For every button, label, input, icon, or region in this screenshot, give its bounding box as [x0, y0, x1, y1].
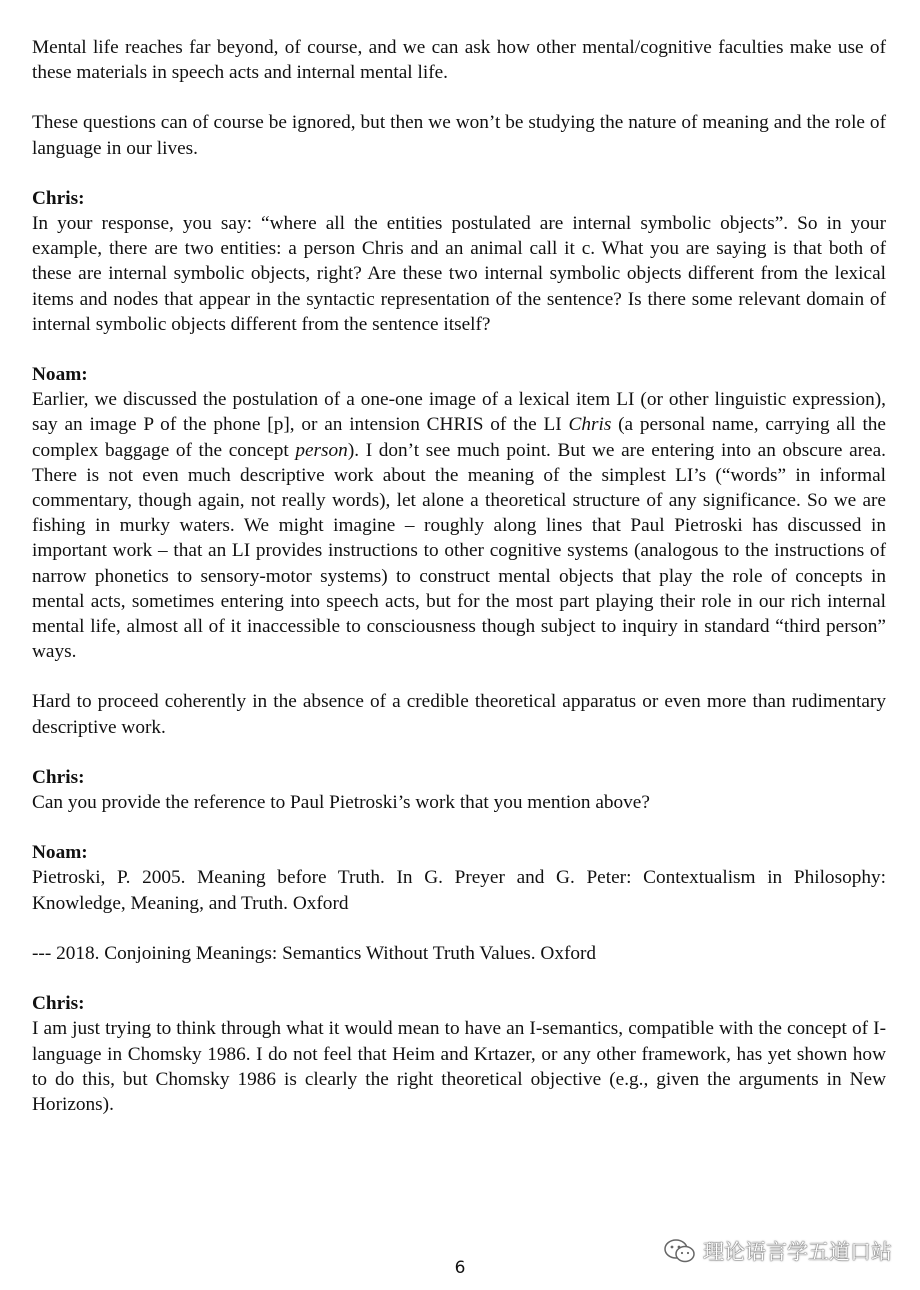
speaker-label: Noam: — [32, 842, 88, 864]
paragraph: Mental life reaches far beyond, of course, and we can ask how other mental/cognitive faculties make use of these materials in speech acts and internal mental life. — [32, 37, 886, 84]
paragraph-gap — [32, 815, 886, 840]
paragraph-gap — [32, 85, 886, 110]
speaker-label: Noam: — [32, 364, 88, 386]
italic-text: Chris — [568, 414, 612, 436]
page-number: 6 — [454, 1258, 466, 1278]
paragraph-gap — [32, 337, 886, 362]
speaker-label: Chris: — [32, 187, 85, 209]
paragraph-gap — [32, 161, 886, 186]
paragraph: In your response, you say: “where all the entities postulated are internal symbolic objects”. So in your example, there are two entities: a person Chris and an animal call it c. What you are saying is that both of these are internal symbolic objects, right? Are these two internal symbolic objects different from the lexical items and nodes that appear in the syntactic representation of the sentence? Is there some relevant domain of internal symbolic objects different from the sentence itself? — [32, 213, 886, 335]
text-run: (a personal name, carrying all the complex baggage of the concept — [32, 414, 886, 461]
speaker-label: Chris: — [32, 993, 85, 1015]
text-run: Earlier, we discussed the postulation of a one-one image of a lexical item LI (or other linguistic expression), say an image P of the phone [p], or an intension CHRIS of the LI — [32, 389, 886, 436]
paragraph: Pietroski, P. 2005. Meaning before Truth. In G. Preyer and G. Peter: Contextualism in Philosophy: Knowledge, Meaning, and Truth. Oxford — [32, 867, 886, 914]
wechat-icon — [663, 1237, 697, 1265]
paragraph: These questions can of course be ignored, but then we won’t be studying the nature of meaning and the role of language in our lives. — [32, 112, 886, 159]
document-body — [32, 35, 886, 1117]
paragraph: I am just trying to think through what it would mean to have an I-semantics, compatible with the concept of I-language in Chomsky 1986. I do not feel that Heim and Krtazer, or any other framework, has yet shown how to do this, but Chomsky 1986 is clearly the right theoretical objective (e.g., given the arguments in New Horizons). — [32, 1018, 886, 1115]
paragraph: Can you provide the reference to Paul Pietroski’s work that you mention above? — [32, 792, 650, 814]
paragraph-gap — [32, 916, 886, 941]
text-run: ). I don’t see much point. But we are entering into an obscure area. There is not even much descriptive work about the meaning of the simplest LI’s (“words” in informal commentary, though again, not really words), let alone a theoretical structure of any significance. So we are fishing in murky waters. We might imagine – roughly along lines that Paul Pietroski has discussed in important work – that an LI provides instructions to other cognitive systems (analogous to the instructions of narrow phonetics to sensory-motor systems) to construct mental objects that play the role of concepts in mental acts, sometimes entering into speech acts, but for the most part playing their role in our rich internal mental life, almost all of it inaccessible to consciousness though subject to inquiry in standard “third person” ways. — [32, 439, 886, 663]
paragraph-gap — [32, 740, 886, 765]
italic-text: person — [295, 439, 348, 461]
paragraph: Hard to proceed coherently in the absence of a credible theoretical apparatus or even more than rudimentary descriptive work. — [32, 691, 886, 738]
watermark-text: 理论语言学五道口站 — [703, 1240, 892, 1264]
paragraph — [32, 387, 886, 664]
paragraph-gap — [32, 966, 886, 991]
speaker-label: Chris: — [32, 766, 85, 788]
paragraph: --- 2018. Conjoining Meanings: Semantics Without Truth Values. Oxford — [32, 942, 597, 964]
watermark — [663, 1236, 892, 1266]
paragraph-gap — [32, 664, 886, 689]
